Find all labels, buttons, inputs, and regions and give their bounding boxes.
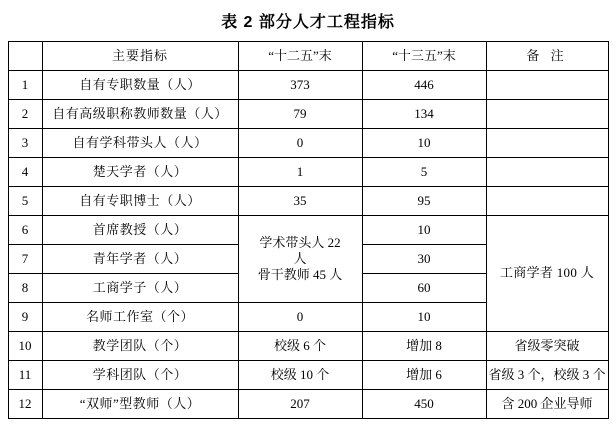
row-note xyxy=(486,129,608,158)
table-row xyxy=(8,100,608,129)
table-row xyxy=(8,332,608,361)
row-value1: 1 xyxy=(238,158,362,187)
row-value2: 10 xyxy=(362,216,486,245)
row-name: “双师”型教师（人） xyxy=(42,390,238,419)
row-name: 工商学子（人） xyxy=(42,274,238,303)
row-name: 自有专职博士（人） xyxy=(42,187,238,216)
row-value2: 95 xyxy=(362,187,486,216)
column-header-value2: “十三五”末 xyxy=(362,42,486,71)
row-value2: 450 xyxy=(362,390,486,419)
row-index: 11 xyxy=(8,361,42,390)
table-header xyxy=(8,42,608,71)
row-index: 2 xyxy=(8,100,42,129)
merged-value1-line-1: 学术带头人 22 xyxy=(259,234,341,250)
row-value1: 0 xyxy=(238,303,362,332)
row-value2: 30 xyxy=(362,245,486,274)
row-index: 9 xyxy=(8,303,42,332)
row-name: 首席教授（人） xyxy=(42,216,238,245)
row-value1: 207 xyxy=(238,390,362,419)
row-name: 教学团队（个） xyxy=(42,332,238,361)
row-value2: 5 xyxy=(362,158,486,187)
row-note xyxy=(486,100,608,129)
column-header-value1: “十二五”末 xyxy=(238,42,362,71)
row-note: 省级 3 个，校级 3 个 xyxy=(486,361,608,390)
row-name: 青年学者（人） xyxy=(42,245,238,274)
row-name: 学科团队（个） xyxy=(42,361,238,390)
row-index: 8 xyxy=(8,274,42,303)
row-note xyxy=(486,71,608,100)
table-row xyxy=(8,187,608,216)
merged-note-rows-6-9: 工商学者 100 人 xyxy=(486,216,608,332)
column-header-name: 主要指标 xyxy=(42,42,238,71)
row-value2: 446 xyxy=(362,71,486,100)
page-title: 表 2 部分人才工程指标 xyxy=(221,14,395,31)
row-value1: 0 xyxy=(238,129,362,158)
row-value2: 增加 8 xyxy=(362,332,486,361)
row-name: 自有学科带头人（人） xyxy=(42,129,238,158)
row-value2: 10 xyxy=(362,303,486,332)
row-value1: 373 xyxy=(238,71,362,100)
row-name: 名师工作室（个） xyxy=(42,303,238,332)
row-index: 4 xyxy=(8,158,42,187)
talent-indicators-table xyxy=(8,41,609,419)
row-index: 3 xyxy=(8,129,42,158)
merged-value1-rows-6-8 xyxy=(238,216,362,303)
row-index: 6 xyxy=(8,216,42,245)
row-value1: 校级 6 个 xyxy=(238,332,362,361)
row-value2: 60 xyxy=(362,274,486,303)
row-value2: 10 xyxy=(362,129,486,158)
merged-value1-line-2: 人 xyxy=(293,250,307,266)
row-name: 楚天学者（人） xyxy=(42,158,238,187)
row-index: 7 xyxy=(8,245,42,274)
row-name: 自有高级职称教师数量（人） xyxy=(42,100,238,129)
row-name: 自有专职数量（人） xyxy=(42,71,238,100)
row-index: 12 xyxy=(8,390,42,419)
table-row xyxy=(8,71,608,100)
table-body xyxy=(8,71,608,419)
table-row xyxy=(8,158,608,187)
row-index: 10 xyxy=(8,332,42,361)
row-index: 1 xyxy=(8,71,42,100)
column-header-note: 备 注 xyxy=(486,42,608,71)
table-row xyxy=(8,390,608,419)
row-value2: 增加 6 xyxy=(362,361,486,390)
row-value1: 79 xyxy=(238,100,362,129)
column-header-index xyxy=(8,42,42,71)
row-note: 含 200 企业导师 xyxy=(486,390,608,419)
row-note: 省级零突破 xyxy=(486,332,608,361)
merged-value1-line-3: 骨干教师 45 人 xyxy=(257,267,343,283)
row-value1: 35 xyxy=(238,187,362,216)
table-row xyxy=(8,129,608,158)
row-note xyxy=(486,187,608,216)
table-row xyxy=(8,361,608,390)
table-header-row xyxy=(8,42,608,71)
row-value2: 134 xyxy=(362,100,486,129)
table-row xyxy=(8,216,608,245)
row-note xyxy=(486,158,608,187)
row-value1: 校级 10 个 xyxy=(238,361,362,390)
row-index: 5 xyxy=(8,187,42,216)
